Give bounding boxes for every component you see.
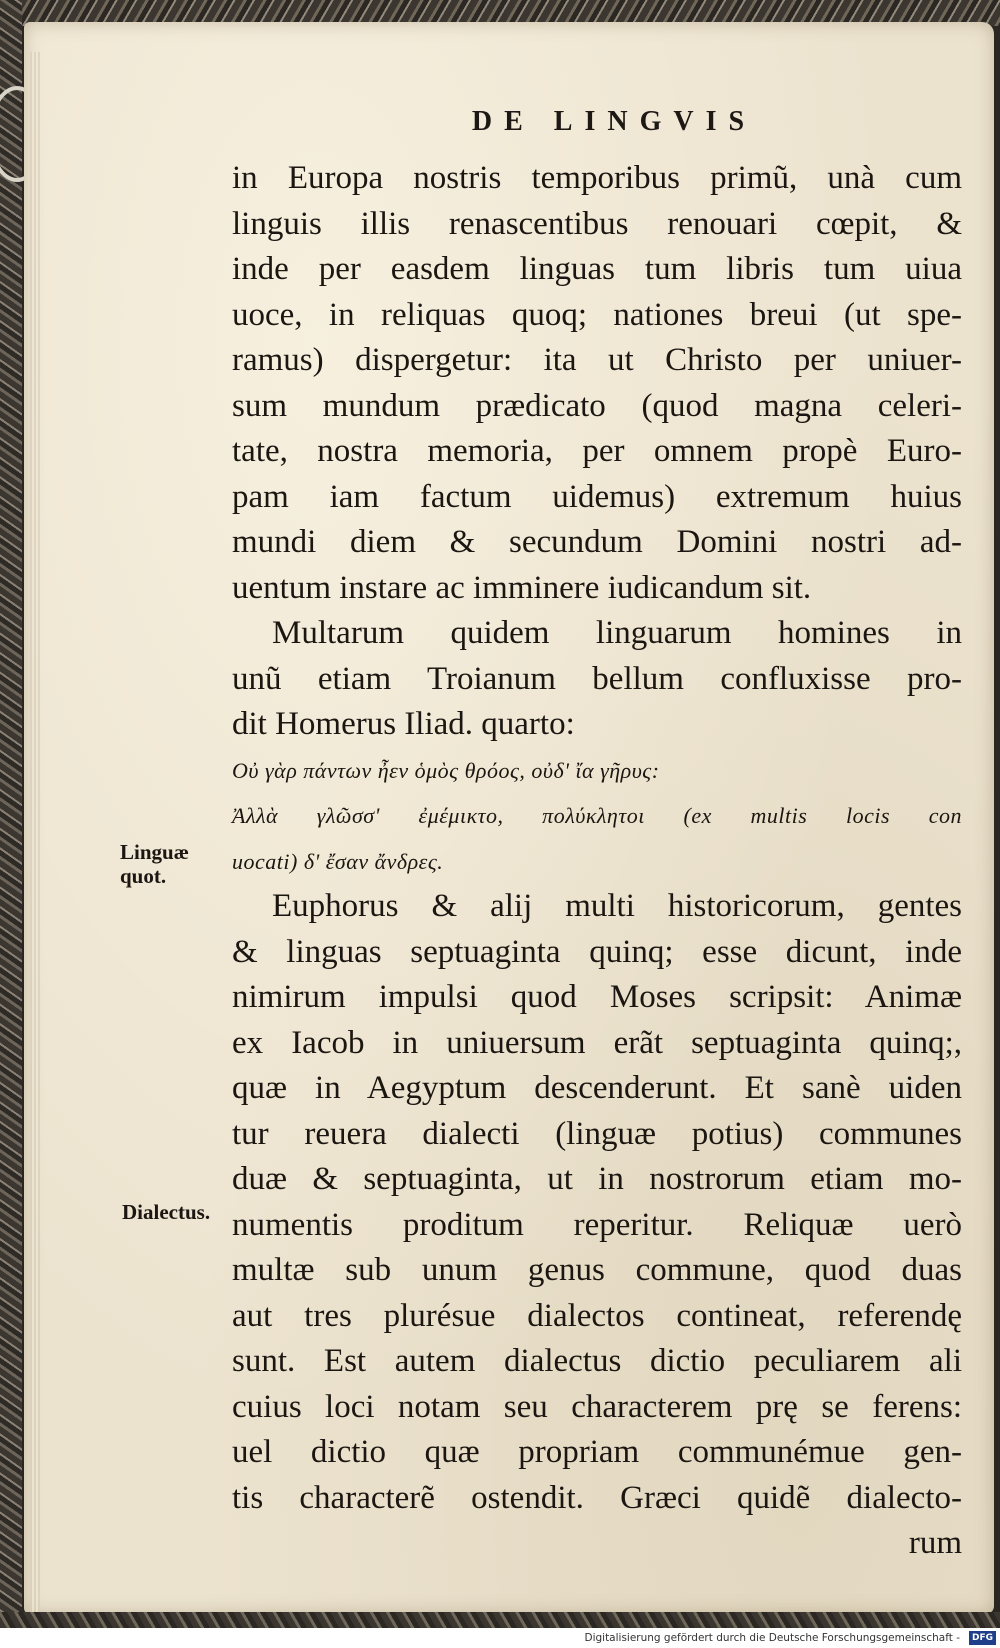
text-line: quæ in Aegyptum descenderunt. Et sanè uiden bbox=[232, 1070, 962, 1106]
text-line: nimirum impulsi quod Moses scripsit: Animæ bbox=[232, 979, 962, 1015]
greek-verse-line: Οὐ γὰρ πάντων ἦεν ὁμὸς θρόος, οὐδ' ἴα γῆρυς: bbox=[232, 757, 660, 783]
running-head: DE LINGVIS bbox=[471, 106, 757, 137]
text-line: unũ etiam Troianum bellum confluxisse pro- bbox=[232, 660, 962, 697]
text-line: in Europa nostris temporibus primũ, unà cum bbox=[232, 160, 962, 196]
credit-text: Digitalisierung gefördert durch die Deutsche Forschungsgemeinschaft - bbox=[584, 1632, 960, 1644]
text-line: uentum instare ac imminere iudicandum sit. bbox=[232, 569, 812, 606]
text-line: cuius loci notam seu characterem prę se ferens: bbox=[232, 1388, 962, 1425]
text-line: mundi diem & secundum Domini nostri ad- bbox=[232, 524, 962, 560]
text-line: numentis proditum reperitur. Reliquæ uerò bbox=[232, 1206, 962, 1243]
text-line: sum mundum prædicato (quod magna celeri- bbox=[232, 387, 962, 424]
text-line: dit Homerus Iliad. quarto: bbox=[232, 706, 575, 742]
text-line: tis characterẽ ostendit. Græci quidẽ dialecto- bbox=[232, 1479, 962, 1516]
text-line: tate, nostra memoria, per omnem propè Euro- bbox=[232, 433, 962, 469]
dfg-logo: DFG bbox=[969, 1631, 996, 1645]
text-line: multæ sub unum genus commune, quod duas bbox=[232, 1252, 962, 1288]
page-edge bbox=[30, 52, 40, 1612]
text-line: duæ & septuaginta, ut in nostrorum etiam mo- bbox=[232, 1161, 962, 1197]
marginal-note-line: quot. bbox=[120, 864, 167, 888]
book-cover-left bbox=[0, 0, 22, 1648]
marginal-note-line: Linguæ bbox=[120, 840, 189, 864]
text-line: ex Iacob in uniuersum erãt septuaginta quinq;, bbox=[232, 1024, 962, 1061]
text-line: Euphorus & alij multi historicorum, gentes bbox=[272, 888, 962, 924]
body-text bbox=[232, 156, 962, 1567]
text-line: sunt. Est autem dialectus dictio peculiarem ali bbox=[232, 1343, 962, 1379]
book-page bbox=[24, 22, 994, 1614]
digitization-credit bbox=[0, 1628, 1000, 1648]
greek-verse-line: uocati) δ' ἔσαν ἄνδρες. bbox=[232, 848, 444, 874]
text-line: pam iam factum uidemus) extremum huius bbox=[232, 478, 962, 515]
text-line: uoce, in reliquas quoq; nationes breui (ut spe- bbox=[232, 296, 962, 333]
catchword: rum bbox=[908, 1525, 962, 1561]
text-line: ramus) dispergetur: ita ut Christo per uniuer- bbox=[232, 342, 962, 378]
book-cover-bottom bbox=[0, 1612, 1000, 1628]
text-line: linguis illis renascentibus renouari cœpit, & bbox=[232, 205, 962, 242]
text-line: inde per easdem linguas tum libris tum uiua bbox=[232, 251, 962, 287]
marginal-note-linguae bbox=[120, 840, 189, 888]
greek-verse-line: Ἀλλὰ γλῶσσ' ἐμέμικτο, πολύκλητοι (ex multis locis con bbox=[232, 803, 962, 828]
marginal-note-dialectus: Dialectus. bbox=[122, 1200, 211, 1224]
text-line: & linguas septuaginta quinq; esse dicunt, inde bbox=[232, 933, 962, 970]
text-line: aut tres plurésue dialectos contineat, referendę bbox=[232, 1297, 962, 1334]
text-line: Multarum quidem linguarum homines in bbox=[272, 615, 962, 651]
text-line: tur reuera dialecti (linguæ potius) communes bbox=[232, 1115, 962, 1152]
text-line: uel dictio quæ propriam communémue gen- bbox=[232, 1434, 962, 1470]
